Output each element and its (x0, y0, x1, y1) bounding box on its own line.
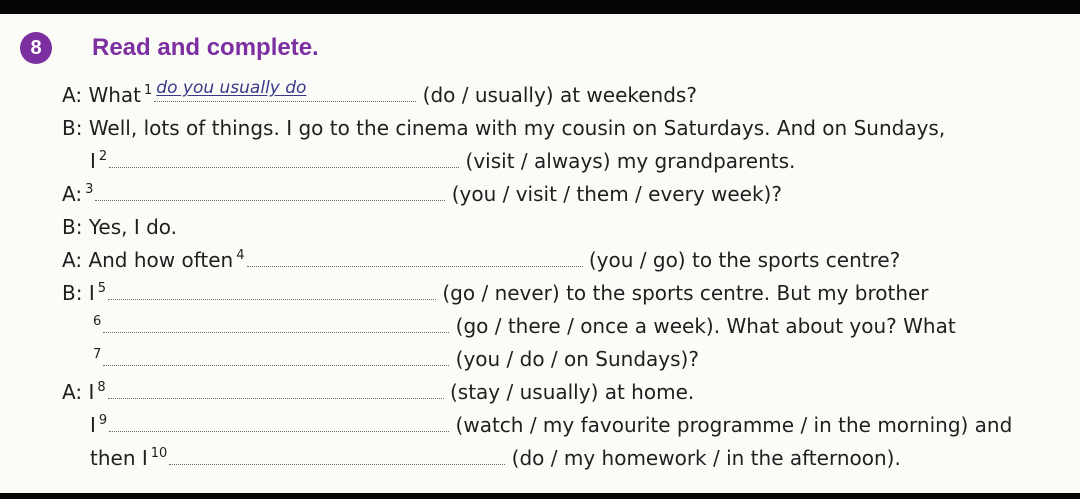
prompt-text: (go / there / once a week). What about you? What (455, 314, 956, 338)
dialogue-line-10 (62, 379, 694, 409)
dialogue-line-6 (62, 247, 900, 277)
gap-number: 10 (150, 446, 168, 461)
exercise-title: Read and complete. (92, 34, 319, 61)
line-text: I (90, 149, 96, 173)
exercise-number: 8 (30, 36, 42, 59)
prompt-text: (do / usually) at weekends? (422, 83, 697, 107)
speaker-label: A: (62, 380, 83, 404)
gap-number: 7 (93, 347, 102, 362)
gap-number: 6 (93, 314, 102, 329)
gap-number: 4 (236, 248, 245, 263)
speaker-label: A: (62, 83, 83, 107)
prompt-text: (you / visit / them / every week)? (451, 182, 782, 206)
answer-blank-4[interactable] (247, 248, 583, 267)
line-text: then I (90, 446, 148, 470)
answer-blank-6[interactable] (103, 314, 449, 333)
speaker-label: A: (62, 248, 83, 272)
exercise-number-badge (20, 32, 52, 64)
gap-number: 3 (85, 182, 94, 197)
handwritten-answer: do you usually do (156, 78, 307, 98)
dialogue-line-5 (62, 214, 177, 240)
speaker-label: B: (62, 116, 83, 140)
dialogue-line-4 (62, 181, 782, 211)
dialogue-line-1 (62, 78, 697, 112)
speaker-label: B: (62, 281, 83, 305)
answer-blank-3[interactable] (95, 182, 445, 201)
dialogue-line-9 (90, 346, 699, 376)
line-text: And how often (88, 248, 234, 272)
dialogue-line-3 (90, 148, 795, 178)
prompt-text: (visit / always) my grandparents. (465, 149, 796, 173)
dialogue-line-7 (62, 280, 929, 310)
prompt-text: (you / do / on Sundays)? (455, 347, 699, 371)
speaker-label: B: (62, 215, 83, 239)
top-border (0, 0, 1080, 14)
prompt-text: (do / my homework / in the afternoon). (511, 446, 901, 470)
line-text: Yes, I do. (88, 215, 178, 239)
prompt-text: (you / go) to the sports centre? (588, 248, 901, 272)
prompt-text: (stay / usually) at home. (449, 380, 695, 404)
line-text: I (90, 413, 96, 437)
answer-blank-2[interactable] (109, 149, 459, 168)
gap-number: 5 (97, 281, 107, 296)
gap-number: 9 (98, 413, 108, 428)
answer-blank-7[interactable] (103, 347, 449, 366)
dialogue-line-12 (90, 445, 901, 475)
bottom-border (0, 493, 1080, 499)
line-text: I (88, 380, 95, 404)
line-text: Well, lots of things. I go to the cinema with my cousin on Saturdays. And on Sundays, (88, 116, 946, 140)
answer-blank-5[interactable] (108, 281, 436, 300)
gap-number: 8 (97, 380, 106, 395)
speaker-label: A: (62, 182, 83, 206)
dialogue-line-2 (62, 115, 945, 141)
dialogue-line-8 (90, 313, 956, 343)
dialogue-line-11 (90, 412, 1012, 442)
answer-blank-8[interactable] (108, 380, 444, 399)
answer-blank-1[interactable] (154, 78, 416, 102)
answer-blank-10[interactable] (169, 446, 505, 465)
gap-number: 2 (98, 149, 108, 164)
answer-blank-9[interactable] (109, 413, 449, 432)
line-text: What (88, 83, 141, 107)
gap-number: 1 (144, 83, 153, 98)
line-text: I (88, 281, 95, 305)
prompt-text: (watch / my favourite programme / in the morning) and (455, 413, 1013, 437)
prompt-text: (go / never) to the sports centre. But my brother (442, 281, 929, 305)
